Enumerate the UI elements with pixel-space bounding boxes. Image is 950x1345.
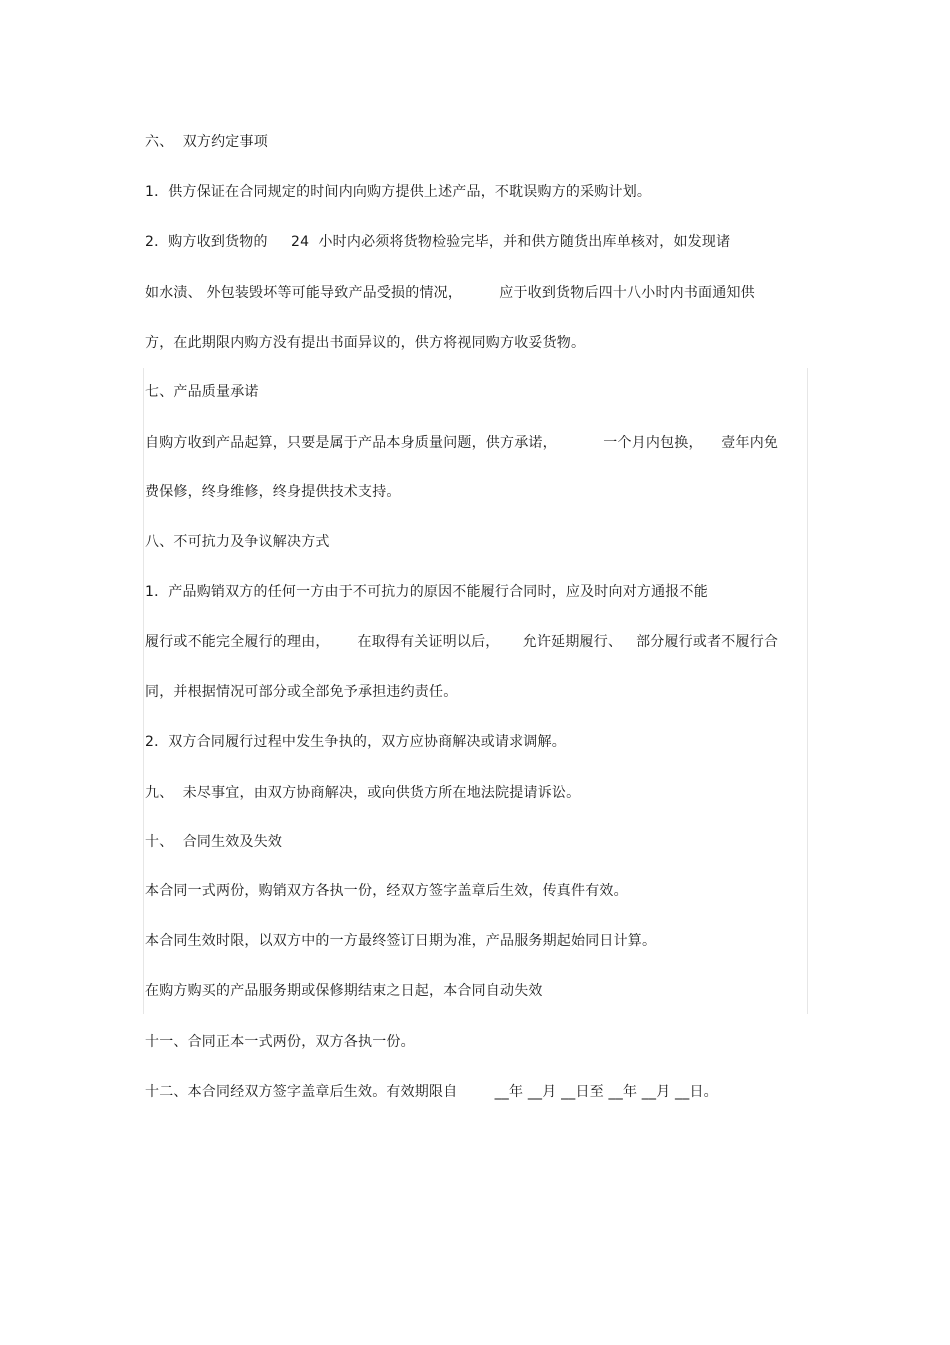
section-6-item-1: 1．供方保证在合同规定的时间内向购方提供上述产品，不耽误购方的采购计划。 bbox=[145, 184, 652, 200]
section-10-text-1: 本合同一式两份，购销双方各执一份，经双方签字盖章后生效，传真件有效。 bbox=[145, 883, 628, 899]
section-6-item-2-line-1: 2．购方收到货物的 24 小时内必须将货物检验完毕，并和供方随货出库单核对，如发现诸 bbox=[145, 234, 731, 250]
section-8-item-1-line-1: 1．产品购销双方的任何一方由于不可抗力的原因不能履行合同时，应及时向对方通报不能 bbox=[145, 584, 708, 600]
section-10-text-2: 本合同生效时限，以双方中的一方最终签订日期为准，产品服务期起始同日计算。 bbox=[145, 933, 657, 949]
section-6-heading: 六、 双方约定事项 bbox=[145, 134, 268, 150]
section-8-item-1-line-2: 履行或不能完全履行的理由， 在取得有关证明以后， 允许延期履行、 部分履行或者不履行合 bbox=[145, 634, 779, 650]
section-7-heading: 七、产品质量承诺 bbox=[145, 384, 259, 400]
section-10-text-3: 在购方购买的产品服务期或保修期结束之日起，本合同自动失效 bbox=[145, 983, 543, 999]
section-8-item-1-line-3: 同，并根据情况可部分或全部免予承担违约责任。 bbox=[145, 684, 458, 700]
section-6-item-2-line-2: 如水渍、 外包装毁坏等可能导致产品受损的情况， 应于收到货物后四十八小时内书面通知供 bbox=[145, 285, 755, 301]
section-8-item-2: 2．双方合同履行过程中发生争执的，双方应协商解决或请求调解。 bbox=[145, 734, 566, 750]
section-7-text-line-1: 自购方收到产品起算，只要是属于产品本身质量问题，供方承诺， 一个月内包换， 壹年内免 bbox=[145, 435, 779, 451]
section-9-text: 九、 未尽事宜，由双方协商解决，或向供货方所在地法院提请诉讼。 bbox=[145, 785, 581, 801]
section-7-text-line-2: 费保修，终身维修，终身提供技术支持。 bbox=[145, 484, 401, 500]
section-8-heading: 八、不可抗力及争议解决方式 bbox=[145, 534, 330, 550]
section-6-item-2-line-3: 方，在此期限内购方没有提出书面异议的，供方将视同购方收妥货物。 bbox=[145, 335, 586, 351]
section-11-text: 十一、合同正本一式两份，双方各执一份。 bbox=[145, 1034, 415, 1050]
section-10-heading: 十、 合同生效及失效 bbox=[145, 834, 283, 850]
section-12-text: 十二、本合同经双方签字盖章后生效。有效期限自 __年 __月 __日至 __年 __月 __日。 bbox=[145, 1084, 718, 1100]
